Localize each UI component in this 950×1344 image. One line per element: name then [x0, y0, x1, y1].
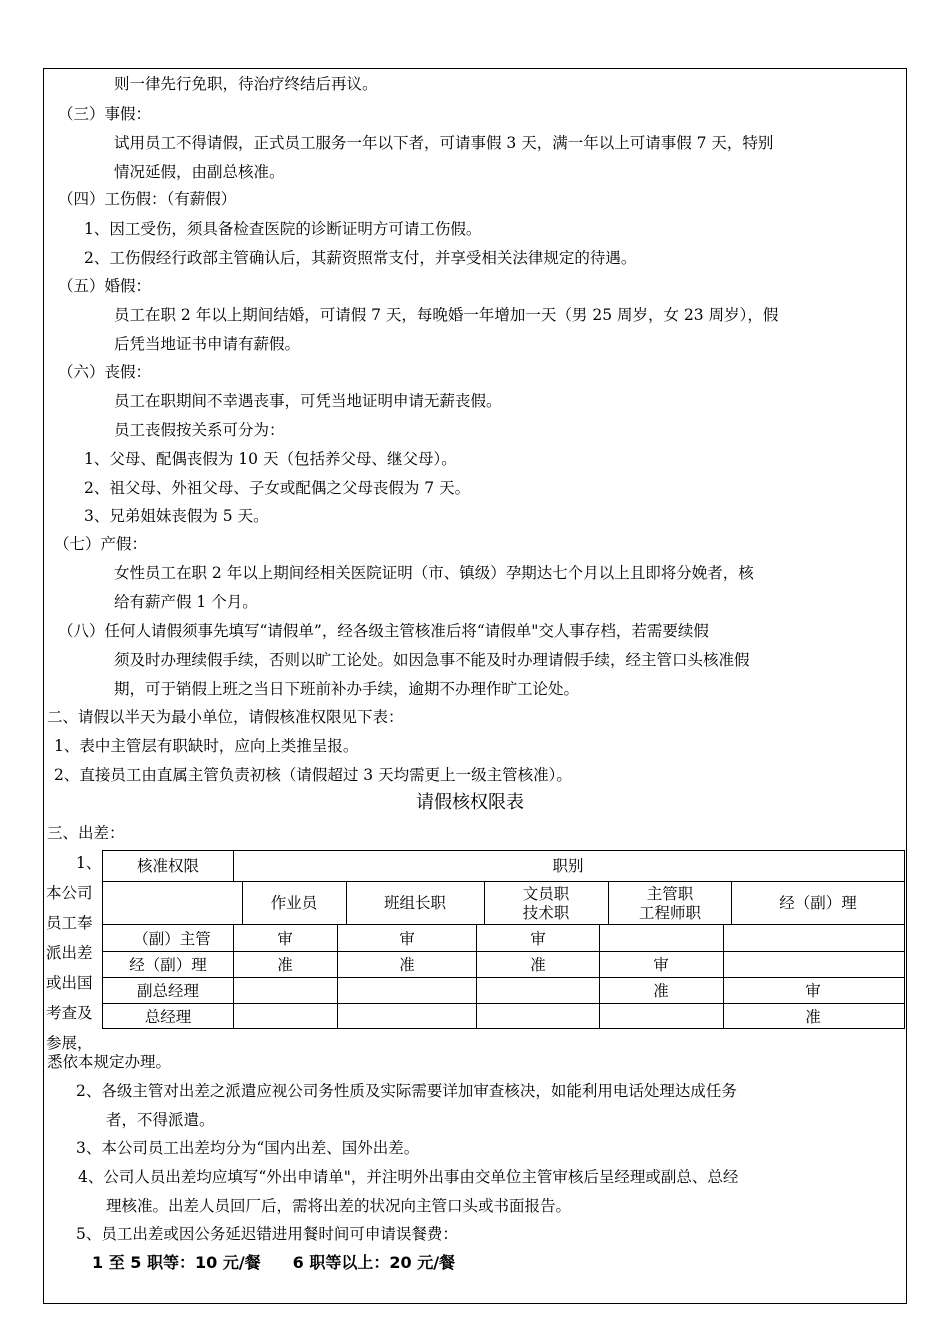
table-col-header: 文员职	[522, 885, 570, 903]
text-line: 情况延假，由副总核准。	[114, 163, 285, 181]
text-line: 理核准。出差人员回厂后，需将出差的状况向主管口头或书面报告。	[106, 1197, 572, 1215]
text-line: 试用员工不得请假，正式员工服务一年以下者，可请事假 3 天，满一年以上可请事假 7 天，特别	[114, 134, 774, 152]
table-corner-header: 核准权限	[136, 857, 200, 875]
side-text-line: 或出国	[46, 974, 93, 992]
table-cell: 审	[805, 982, 821, 1000]
section-heading-marriage-leave: （五）婚假：	[58, 277, 152, 295]
section-heading-business-trip: 三、出差：	[47, 824, 125, 842]
side-text-line: 参展，	[46, 1034, 93, 1052]
meal-allowance-line: 1 至 5 职等：10 元/餐 6 职等以上：20 元/餐	[92, 1253, 456, 1272]
table-title: 请假核权限表	[416, 792, 524, 813]
table-cell: 准	[805, 1008, 821, 1026]
text-line: 员工丧假按关系可分为：	[114, 421, 285, 439]
table-cell: 审	[399, 930, 415, 948]
text-line: 3、兄弟姐妹丧假为 5 天。	[84, 507, 269, 525]
table-cell: 准	[277, 956, 293, 974]
table-row-label: 总经理	[144, 1008, 192, 1026]
table-row-label: 经（副）理	[129, 956, 207, 974]
table-group-header: 职别	[552, 857, 584, 875]
table-col-header: 作业员	[270, 894, 318, 912]
text-line: 则一律先行免职，待治疗终结后再议。	[114, 75, 378, 93]
section-heading-funeral-leave: （六）丧假：	[58, 363, 152, 381]
table-cell: 准	[399, 956, 415, 974]
text-line: 须及时办理续假手续，否则以旷工论处。如因急事不能及时办理请假手续，经主管口头核准假	[114, 651, 750, 669]
text-line: 3、本公司员工出差均分为“国内出差、国外出差。	[76, 1139, 420, 1157]
table-row-label: （副）主管	[133, 930, 211, 948]
table-cell: 审	[653, 956, 669, 974]
text-line: 2、直接员工由直属主管负责初核（请假超过 3 天均需更上一级主管核准）。	[54, 766, 572, 784]
table-cell: 准	[653, 982, 669, 1000]
section-heading-injury-leave: （四）工伤假：（有薪假）	[58, 190, 237, 208]
text-line: 2、各级主管对出差之派遣应视公司务性质及实际需要详加审查核决，如能利用电话处理达成任务	[76, 1082, 737, 1100]
side-text-line: 派出差	[46, 944, 93, 962]
text-line: 2、工伤假经行政部主管确认后，其薪资照常支付，并享受相关法律规定的待遇。	[84, 249, 637, 267]
table-col-header: 工程师职	[638, 904, 702, 922]
text-line: 2、祖父母、外祖父母、子女或配偶之父母丧假为 7 天。	[84, 479, 471, 497]
text-line: 5、员工出差或因公务延迟错进用餐时间可申请误餐费：	[76, 1225, 458, 1243]
table-col-header: 技术职	[522, 904, 570, 922]
text-line: 员工在职期间不幸遇丧事，可凭当地证明申请无薪丧假。	[114, 392, 502, 410]
table-col-header: 主管职	[646, 885, 694, 903]
section-heading-personal-leave: （三）事假：	[58, 105, 152, 123]
text-line: 者，不得派遣。	[106, 1111, 215, 1129]
section-heading-leave-unit: 二、请假以半天为最小单位，请假核准权限见下表：	[47, 708, 404, 726]
table-cell: 准	[530, 956, 546, 974]
text-line: 女性员工在职 2 年以上期间经相关医院证明（市、镇级）孕期达七个月以上且即将分娩者，核	[114, 564, 754, 582]
text-line: 1、父母、配偶丧假为 10 天（包括养父母、继父母）。	[84, 450, 457, 468]
table-cell: 审	[530, 930, 546, 948]
side-text-line: 1、	[76, 854, 102, 872]
table-col-header: 班组长职	[383, 894, 447, 912]
text-line: 员工在职 2 年以上期间结婚，可请假 7 天，每晚婚一年增加一天（男 25 周岁，女 23 周岁），假	[114, 306, 779, 324]
section-heading-maternity-leave: （七）产假：	[54, 535, 148, 553]
table-cell: 审	[277, 930, 293, 948]
text-line: 后凭当地证书申请有薪假。	[114, 335, 301, 353]
side-text-line: 员工奉	[46, 914, 93, 932]
text-line: 1、因工受伤，须具备检查医院的诊断证明方可请工伤假。	[84, 220, 482, 238]
text-line: 悉依本规定办理。	[47, 1053, 172, 1071]
text-line: 1、表中主管层有职缺时，应向上类推呈报。	[54, 737, 359, 755]
table-col-header: 经（副）理	[779, 894, 857, 912]
text-line: （八）任何人请假须事先填写“请假单”，经各级主管核准后将“请假单"交人事存档，若需要续假	[58, 622, 709, 640]
side-text-line: 本公司	[46, 884, 93, 902]
text-line: 期，可于销假上班之当日下班前补办手续，逾期不办理作旷工论处。	[114, 680, 580, 698]
text-line: 给有薪产假 1 个月。	[114, 593, 258, 611]
side-text-line: 考查及	[46, 1004, 93, 1022]
table-row-label: 副总经理	[136, 982, 200, 1000]
text-line: 4、公司人员出差均应填写“外出申请单"，并注明外出事由交单位主管审核后呈经理或副总、总经	[78, 1168, 739, 1186]
